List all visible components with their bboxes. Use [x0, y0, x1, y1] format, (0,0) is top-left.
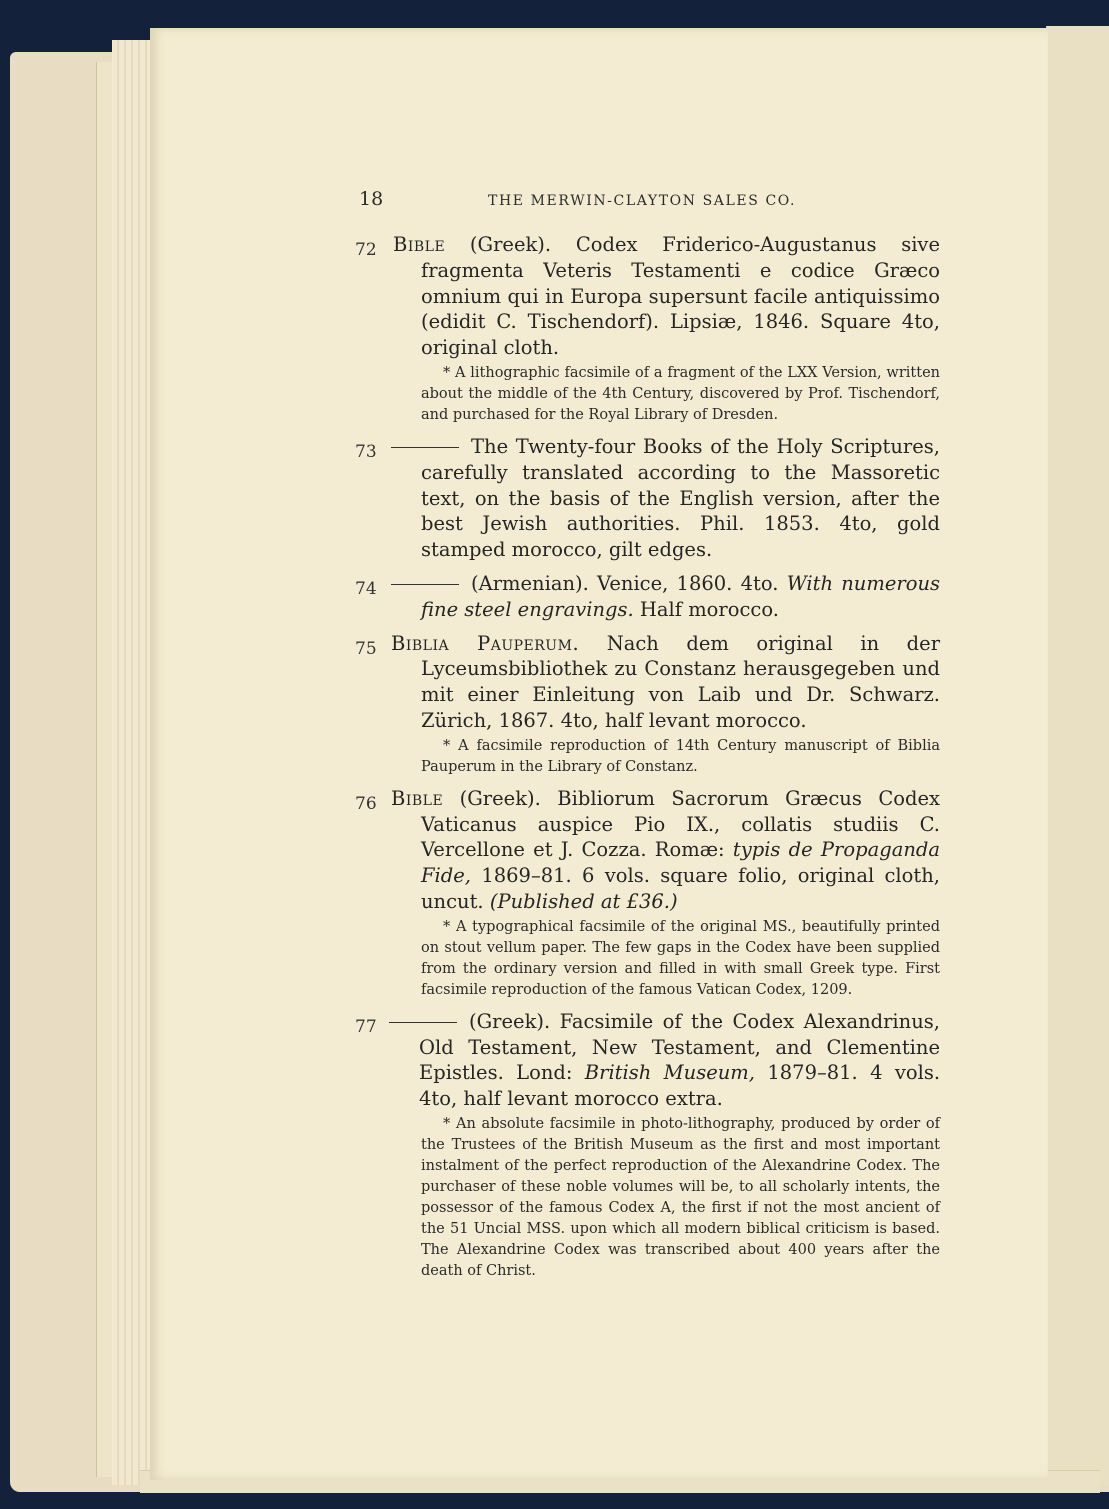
entry-note: * An absolute facsimile in photo-lithography, produced by order of the Trustees of the British Museum as the first and most important instalment of the perfect reproduction of the Alexandrine Codex. The purchaser of these noble volumes will be, to all scholarly intents, the possessor of the famous Codex A, the first if not the most ancient of the 51 Uncial MSS. upon which all modern biblical criticism is based. The Alexandrine Codex was transcribed about 400 years after the death of Christ.	[421, 1115, 940, 1279]
entry-italic-text: British Museum,	[584, 1061, 755, 1085]
page-number: 18	[359, 188, 384, 210]
entry-text: (Greek). Bibliorum Sacrorum Græcus Codex Vaticanus auspice Pio IX., collatis studiis C. Vercellone et J. Cozza. Romæ:	[421, 786, 940, 862]
entry-note: * A facsimile reproduction of 14th Century manuscript of Biblia Pauperum in the Library of Constanz.	[421, 737, 940, 775]
catalog-entry-76	[355, 786, 940, 1001]
lot-number: 73	[355, 441, 377, 462]
catalog-entry-72	[355, 232, 940, 426]
entry-heading: Bible	[393, 233, 446, 256]
catalog-entry-77	[355, 1009, 940, 1282]
entry-note: * A lithographic facsimile of a fragment of the LXX Version, written about the middle of the 4th Century, discovered by Prof. Tischendorf, and purchased for the Royal Library of Dresden.	[421, 364, 940, 423]
lot-number: 76	[355, 793, 377, 814]
entry-text: (Greek). Facsimile of the Codex Alexandrinus, Old Testament, New Testament, and Clementine Epistles. Lond:	[419, 1009, 940, 1085]
entry-text-end: 1879–81. 4 vols. 4to, half levant morocco extra.	[419, 1061, 941, 1111]
entry-text: (Armenian). Venice, 1860. 4to.	[471, 571, 779, 595]
catalog-entry-73	[355, 434, 940, 563]
ditto-dash	[389, 1022, 457, 1023]
catalog-entries	[355, 232, 940, 1282]
entry-heading: Bible	[391, 786, 444, 810]
entry-text-end: 1869–81. 6 vols. square folio, original cloth, uncut.	[421, 864, 940, 913]
entry-price-note: (Published at £36.)	[489, 889, 678, 913]
running-title: THE MERWIN-CLAYTON SALES CO.	[488, 193, 797, 209]
lot-number: 75	[355, 638, 377, 659]
lot-number: 74	[355, 578, 377, 599]
entry-note: * A typographical facsimile of the original MS., beautifully printed on stout vellum paper. The few gaps in the Codex have been supplied from the ordinary version and filled in with small Greek type. First facsimile reproduction of the famous Vatican Codex, 1209.	[421, 918, 940, 998]
entry-italic-text: typis de Propaganda Fide,	[421, 838, 941, 888]
entry-text: Nach dem original in der Lyceumsbibliothek zu Constanz herausgegeben und mit einer Einleitung von Laib und Dr. Schwarz. Zürich, 1867. 4to, half levant morocco.	[421, 631, 941, 732]
catalog-entry-74	[355, 571, 940, 623]
ditto-dash	[391, 584, 459, 585]
entry-text: (Greek). Codex Friderico-Augustanus sive fragmenta Veteris Testamenti e codice Græco omnium qui in Europa supersunt facile antiquissimo (edidit C. Tischendorf). Lipsiæ, 1846. Square 4to, original cloth.	[421, 233, 940, 360]
ditto-dash	[391, 447, 459, 448]
facing-page-edge	[1046, 26, 1109, 1486]
entry-text: The Twenty-four Books of the Holy Scriptures, carefully translated according to the Massoretic text, on the basis of the English version, after the best Jewish authorities. Phil. 1853. 4to, gold stamped morocco, gilt edges.	[421, 434, 940, 562]
lot-number: 72	[355, 240, 377, 260]
entry-italic-text: With numerous fine steel engravings.	[421, 571, 941, 621]
entry-text-end: Half morocco.	[639, 597, 779, 621]
catalog-entry-75	[355, 631, 940, 778]
lot-number: 77	[355, 1016, 377, 1037]
entry-heading: Biblia Pauperum.	[391, 631, 580, 655]
